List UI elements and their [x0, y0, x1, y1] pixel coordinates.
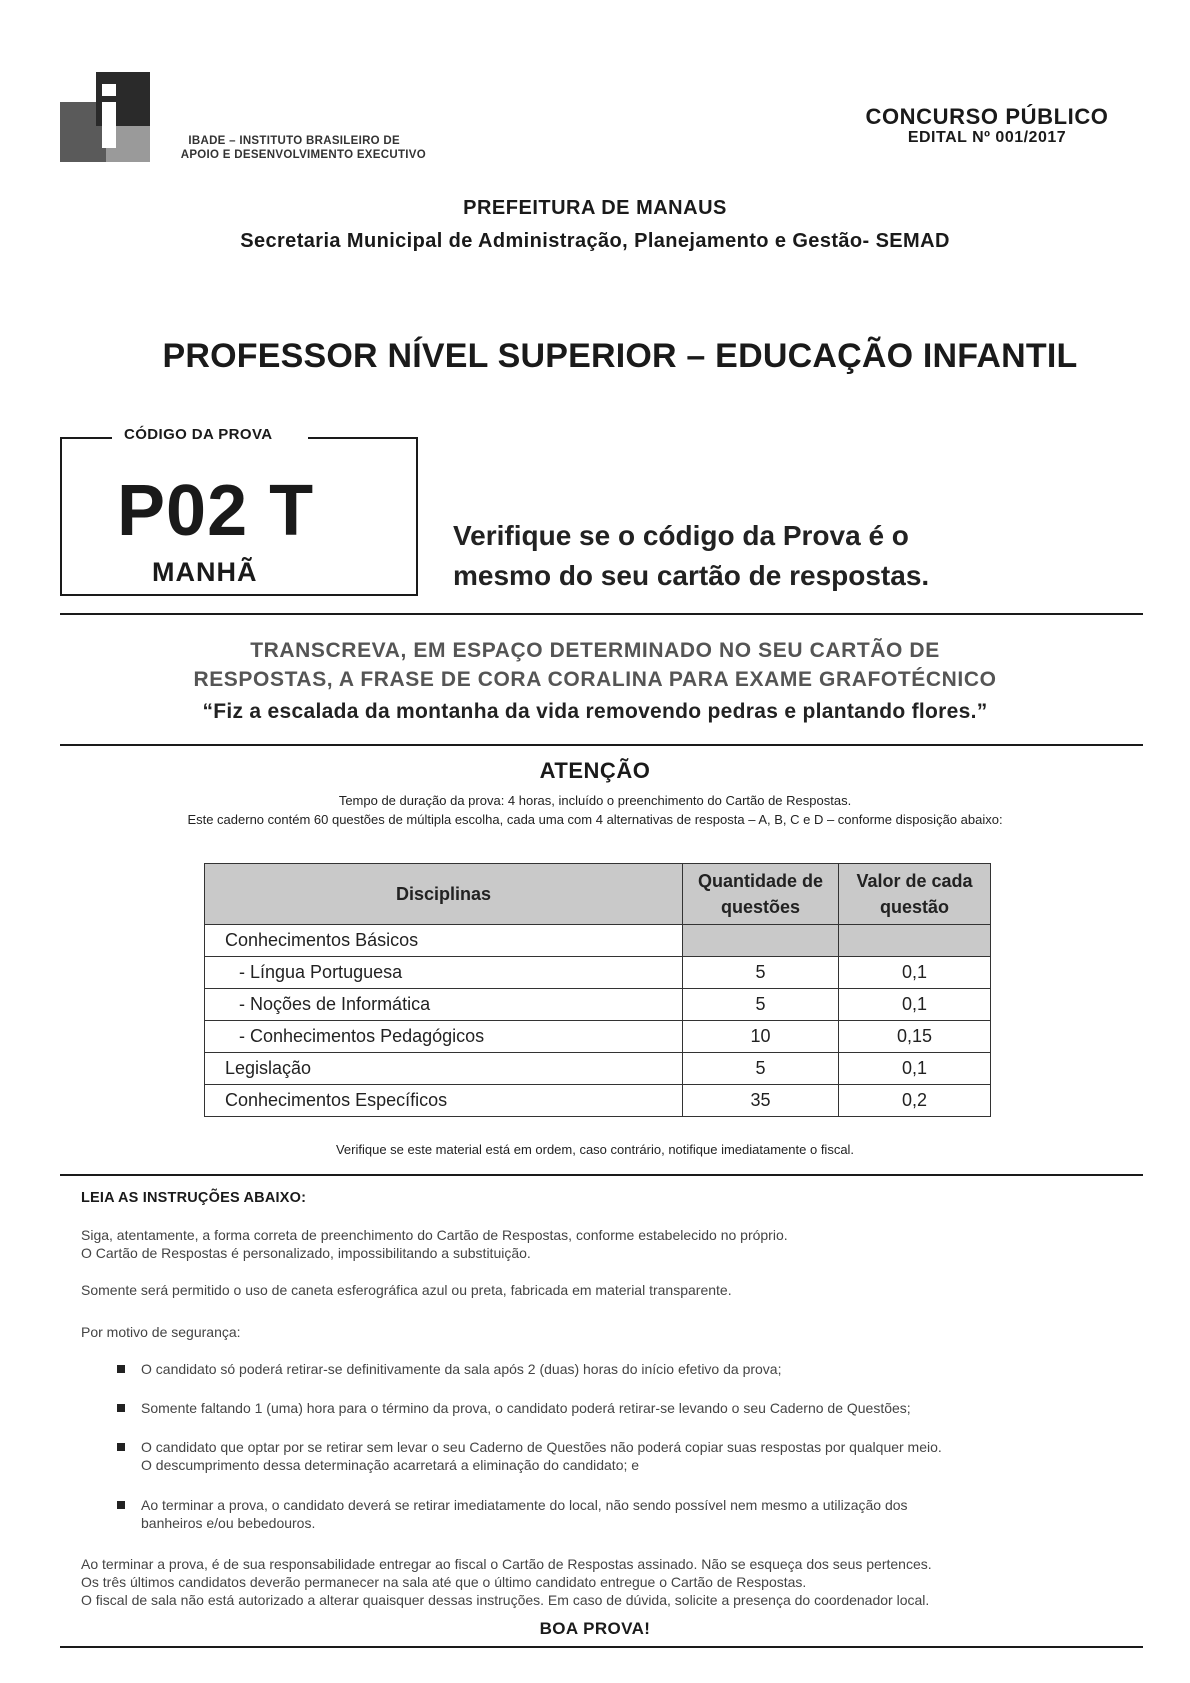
- instrucao-paragraph: [81, 1226, 1131, 1262]
- divider: [60, 1174, 1143, 1176]
- cargo-title: PROFESSOR NÍVEL SUPERIOR – EDUCAÇÃO INFANTIL: [162, 337, 1078, 375]
- row-quantidade: [683, 925, 839, 957]
- table-row: [205, 989, 991, 1021]
- transcreva-line1: TRANSCREVA, EM ESPAÇO DETERMINADO NO SEU CARTÃO DE: [250, 639, 940, 662]
- row-valor: 0,1: [839, 1053, 991, 1085]
- tempo-duracao: Tempo de duração da prova: 4 horas, incluído o preenchimento do Cartão de Respostas.: [338, 793, 852, 808]
- instrucao-paragraph: Somente será permitido o uso de caneta esferográfica azul ou preta, fabricada em material transparente.: [81, 1282, 732, 1298]
- header-quantidade-line2: questões: [720, 897, 801, 917]
- row-disciplina: - Noções de Informática: [205, 989, 683, 1021]
- instrucao-bullet: [117, 1399, 1137, 1417]
- instrucao-line: O Cartão de Respostas é personalizado, impossibilitando a substituição.: [81, 1245, 531, 1261]
- secretaria-title: Secretaria Municipal de Administração, Planejamento e Gestão- SEMAD: [240, 230, 950, 252]
- codigo-prova-box: [60, 426, 418, 596]
- row-disciplina: Legislação: [205, 1053, 683, 1085]
- edital-number: EDITAL Nº 001/2017: [907, 129, 1067, 146]
- verifique-line2: mesmo do seu cartão de respostas.: [453, 560, 930, 591]
- prefeitura-title: PREFEITURA DE MANAUS: [463, 197, 727, 219]
- org-name: [130, 134, 426, 162]
- atencao-title: ATENÇÃO: [539, 758, 651, 783]
- row-disciplina: Conhecimentos Básicos: [205, 925, 683, 957]
- bullet-text: Somente faltando 1 (uma) hora para o término da prova, o candidato poderá retirar-se levando o seu Caderno de Questões;: [141, 1400, 911, 1416]
- transcreva-line2: RESPOSTAS, A FRASE DE CORA CORALINA PARA EXAME GRAFOTÉCNICO: [193, 668, 997, 691]
- row-valor: 0,1: [839, 957, 991, 989]
- boa-prova: BOA PROVA!: [539, 1619, 651, 1638]
- bullet-text: O candidato só poderá retirar-se definitivamente da sala após 2 (duas) horas do início efetivo da prova;: [141, 1361, 782, 1377]
- caderno-descricao: Este caderno contém 60 questões de múltipla escolha, cada uma com 4 alternativas de resposta – A, B, C e D – conforme disposição abaixo:: [187, 812, 1003, 827]
- instrucao-paragraph: Por motivo de segurança:: [81, 1324, 241, 1340]
- row-quantidade: 5: [683, 957, 839, 989]
- instrucao-line: Os três últimos candidatos deverão permanecer na sala até que o último candidato entregue o Cartão de Respostas.: [81, 1574, 807, 1590]
- org-name-line1: IBADE – INSTITUTO BRASILEIRO DE: [188, 135, 400, 147]
- table-row: [205, 925, 991, 957]
- table-row: [205, 1021, 991, 1053]
- org-name-line2: APOIO E DESENVOLVIMENTO EXECUTIVO: [180, 149, 426, 161]
- instrucao-bullet: [117, 1496, 1137, 1532]
- row-disciplina: Conhecimentos Específicos: [205, 1085, 683, 1117]
- disciplinas-table: [204, 863, 991, 1117]
- row-valor: 0,2: [839, 1085, 991, 1117]
- bullet-text: O candidato que optar por se retirar sem levar o seu Caderno de Questões não poderá copiar suas respostas por qualquer meio.: [141, 1439, 942, 1455]
- frase-grafotecnico: “Fiz a escalada da montanha da vida removendo pedras e plantando flores.”: [202, 700, 988, 723]
- row-quantidade: 35: [683, 1085, 839, 1117]
- row-valor: 0,1: [839, 989, 991, 1021]
- bullet-text: Ao terminar a prova, o candidato deverá se retirar imediatamente do local, não sendo possível nem mesmo a utilização dos: [141, 1497, 908, 1513]
- instrucao-line: Siga, atentamente, a forma correta de preenchimento do Cartão de Respostas, conforme estabelecido no próprio.: [81, 1227, 788, 1243]
- row-quantidade: 5: [683, 989, 839, 1021]
- turno-label: MANHÃ: [152, 557, 258, 587]
- table-header-row: [205, 864, 991, 925]
- instrucao-bullet: [117, 1438, 1137, 1474]
- instrucoes-title: LEIA AS INSTRUÇÕES ABAIXO:: [81, 1190, 307, 1206]
- header-valor-line1: Valor de cada: [856, 871, 973, 891]
- row-quantidade: 5: [683, 1053, 839, 1085]
- header-quantidade: [683, 864, 839, 925]
- divider: [60, 744, 1143, 746]
- bullet-text: banheiros e/ou bebedouros.: [141, 1515, 316, 1531]
- header-valor-line2: questão: [879, 897, 949, 917]
- codigo-label: CÓDIGO DA PROVA: [124, 426, 273, 443]
- transcreva-instruction: [0, 636, 1190, 694]
- instrucao-line: O fiscal de sala não está autorizado a alterar quaisquer dessas instruções. Em caso de dúvida, solicite a presença do coordenador local.: [81, 1592, 930, 1608]
- codigo-value: P02 T: [117, 471, 315, 551]
- row-disciplina: - Língua Portuguesa: [205, 957, 683, 989]
- verifique-line1: Verifique se o código da Prova é o: [453, 520, 909, 551]
- row-valor: [839, 925, 991, 957]
- header-quantidade-line1: Quantidade de: [697, 871, 823, 891]
- header-valor: [839, 864, 991, 925]
- instrucao-final: [81, 1555, 1131, 1609]
- table-row: [205, 1085, 991, 1117]
- instrucao-bullet: [117, 1360, 1137, 1378]
- concurso-header: [842, 104, 1132, 147]
- concurso-title: CONCURSO PÚBLICO: [865, 104, 1109, 129]
- header-disciplinas: Disciplinas: [205, 864, 683, 925]
- row-valor: 0,15: [839, 1021, 991, 1053]
- row-quantidade: 10: [683, 1021, 839, 1053]
- table-row: [205, 957, 991, 989]
- instrucao-line: Ao terminar a prova, é de sua responsabilidade entregar ao fiscal o Cartão de Respostas assinado. Não se esqueça dos seus pertences.: [81, 1556, 932, 1572]
- table-row: [205, 1053, 991, 1085]
- divider: [60, 1646, 1143, 1648]
- bullet-text: O descumprimento dessa determinação acarretará a eliminação do candidato; e: [141, 1457, 640, 1473]
- verifique-material: Verifique se este material está em ordem, caso contrário, notifique imediatamente o fiscal.: [335, 1142, 855, 1157]
- divider: [60, 613, 1143, 615]
- row-disciplina: - Conhecimentos Pedagógicos: [205, 1021, 683, 1053]
- verifique-codigo-text: [453, 516, 929, 596]
